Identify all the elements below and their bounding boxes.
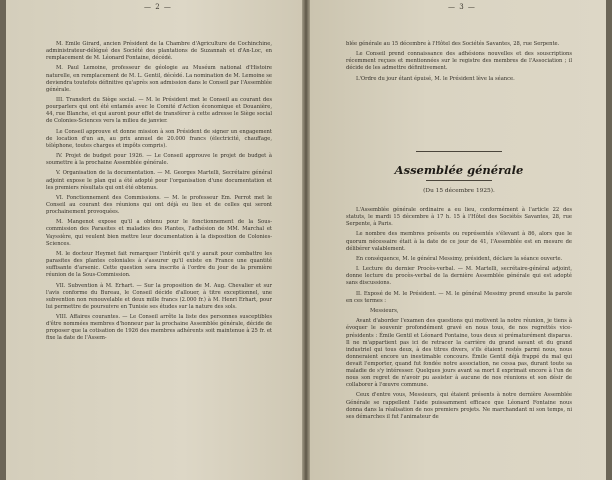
paragraph: L'Ordre du jour étant épuisé, M. le Président lève la séance. [356,75,515,82]
paragraph: III. Transfert du Siège social. — M. le Président met le Conseil au courant des pourparlers qui ont été entamés avec le Comité d'Action économique et Douanière, 44, rue Blanche, et qui auront pour effet de transférer à cette adresse le Siège social de Colonies-Sciences vers la milieu de janvier. [46,97,272,125]
paragraph: Le nombre des membres présents ou représentés s'élevant à 86, alors que le quorum nécessaire était à la date de ce jour de 41, l'Assemblée est en mesure de délibérer valablement. [346,231,572,252]
paragraph: Ceux d'entre vous, Messieurs, qui étaient présents à notre dernière Assemblée Générale se rappellent l'aide puissamment efficace que Léonard Fontaine nous donna dans la réalisation de nos premiers projets. Ne marchandant ni son temps, ni ses démarches il fut l'animateur de [346,392,572,420]
left-page-text [46,41,272,346]
paragraph: Avant d'aborder l'examen des questions qui motivent la notre réunion, je tiens à évoquer le souvenir profondément gravé en nous tous, de nos regrettés vice-présidents : Émile Gentil et Léonard Fontaine, tous deux si prématurément disparus. Il ne m'appartient pas ici de retracer la carrière du grand savant et du grand industriel qui tous deux, à des titres divers, s'ils étaient restés parmi nous, nous donneraient encore un inestimable concours. Émile Gentil déjà frappé du mal qui devait l'emporter, quand fut fondée notre association, ne cessa pas, durant toute sa maladie de s'y intéresser. Quelques jours avant sa mort il exprimait encore à l'un de nous son regret de n'avoir pu assister à aucune de nos réunions et son désir de collaborer à l'œuvre commune. [346,318,572,389]
salutation: Messieurs, [370,308,399,315]
paragraph: L'Assemblée générale ordinaire a eu lieu, conformément à l'article 22 des statuts, le mardi 15 décembre à 17 h. 15 à l'Hôtel des Sociétés Savantes, 28, rue Serpente, à Paris. [346,207,572,228]
section-date: (Du 15 décembre 1925). [423,188,495,194]
right-page [310,0,606,480]
book-gutter [302,0,310,480]
top-rule [416,151,502,152]
right-page-intro [346,41,572,86]
title-underline [426,180,492,181]
paragraph: I. Lecture du dernier Procès-verbal. — M. Martelli, secrétaire-général adjoint, donne lecture du procès-verbal de la dernière Assemblée générale qui est adopté sans discussions. [346,266,572,287]
paragraph: VIII. Affaires courantes. — Le Conseil arrête la liste des personnes susceptibles d'être nommées membres d'honneur par la prochaine Assemblée générale, décide de proposer que la cotisation de 1926 des membres adhérents soit maintenue à 25 fr. et fixe la date de l'Assem- [46,314,272,342]
paragraph: Le Conseil prend connaissance des adhésions nouvelles et des souscriptions récemment reçues et mentionnées sur le registre des membres de l'Association ; il décide de les admettre définitivement. [346,51,572,72]
paragraph: Le Conseil approuve et donne mission à son Président de signer un engagement de location d'un an, au prix annuel de 20.000 francs (électricité, chauffage, téléphone, toutes charges et impôts compris). [46,128,272,149]
paragraph: blée générale au 15 décembre à l'Hôtel des Sociétés Savantes, 28, rue Serpente. [346,41,560,47]
paragraph: VII. Subvention à M. Erhart. — Sur la proposition de M. Aug. Chevalier et sur l'avis conforme du Bureau, le Conseil décide d'allouer, à titre exceptionnel, une subvention non renouvelable et deux mille francs (2.000 fr.) à M. Henri Erhart, pour lui permettre de poursuivre en Tunisie ses études sur la nature des sols. [46,282,272,310]
paragraph: V. Organisation de la documentation. — M. Georges Martelli, Secrétaire général adjoint expose le plan qui a été adopté pour l'organisation d'une documentation et les premiers résultats qui ont été obtenus. [46,170,272,191]
paragraph: VI. Fonctionnement des Commissions. — M. le professeur Em. Perrot met le Conseil au courant des réunions qui ont déjà eu lieu et de celles qui seront prochainement provoquées. [46,194,272,216]
page-number: — 2 — [144,3,172,11]
paragraph: II. Exposé de M. le Président. — M. le général Messimy prend ensuite la parole en ces termes : [346,290,572,304]
section-title: Assemblée générale [394,163,524,177]
left-page [6,0,302,480]
paragraph: IV. Projet de budget pour 1926. — Le Conseil approuve le projet de budget à soumettre à la prochaine Assemblée générale. [46,153,272,167]
book-spread [6,0,606,480]
paragraph: En conséquence, M. le général Messimy, président, déclare la séance ouverte. [356,255,563,262]
page-number: — 3 — [448,3,476,11]
paragraph: M. le docteur Heymet fait remarquer l'intérêt qu'il y aurait pour combattre les parasites des plantes coloniales à s'assurer qu'il existe en France une quantité suffisante d'arsenic. Cette question sera inscrite à l'ordre du jour de la première réunion de la Sous-Commission. [46,250,272,279]
paragraph: M. Emile Girard, ancien Président de la Chambre d'Agriculture de Cochinchine, administrateur-délégué des Société des plantations de Suzannah et d'An-Loc, en remplacement de M. Léonard Fontaine, décédé. [46,41,272,62]
right-page-text [346,207,572,424]
paragraph: M. Paul Lemoine, professeur de géologie au Muséum national d'Histoire naturelle, en remplacement de M. L. Gentil, décédé. La nomination de M. Lemoine se deviendra toutefois définitive qu'après son admission dans le Conseil par l'Assemblée générale. [46,65,272,93]
paragraph: M. Mangenot expose qu'il a obtenu pour le fonctionnement de la Sous-commission des Parasites et maladies des Plantes, l'adhésion de MM. Marchal et Vayssière, qui veulent bien mettre leur documentation à la disposition de Colonies-Sciences. [46,219,272,247]
